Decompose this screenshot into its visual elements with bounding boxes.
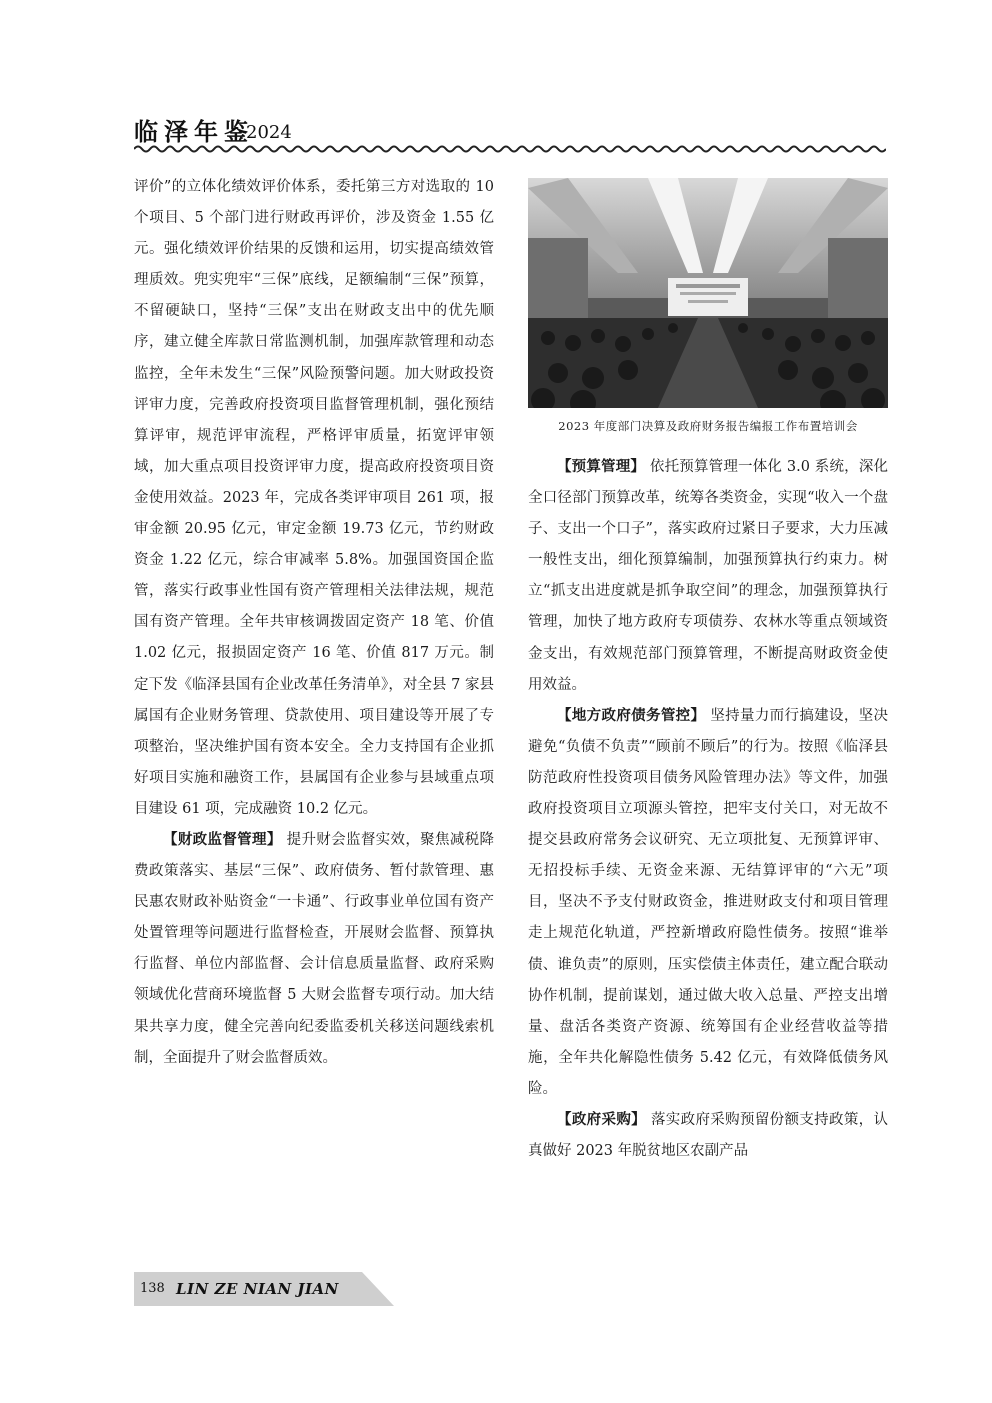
running-title: LIN ZE NIAN JIAN — [176, 1280, 339, 1298]
section-body: 提升财会监督实效，聚焦减税降费政策落实、基层“三保”、政府债务、暂付款管理、惠民惠农财政补贴资金“一卡通”、行政事业单位国有资产处置管理等问题进行监督检查，开展财会监督、预算执行监督、单位内部监督、会计信息质量监督、政府采购领域优化营商环境监督 5 大财会监督专项行动。加大结果共享力度，健全完善向纪委监委机关移送问题线索机制，全面提升了财会监督质效。 — [134, 831, 495, 1066]
right-column — [528, 452, 888, 1167]
section-body: 坚持量力而行搞建设，坚决避免“负债不负责”“顾前不顾后”的行为。按照《临泽县防范政府性投资项目债务风险管理办法》等文件，加强政府投资项目立项源头管控，把牢支付关口，对无故不提交县政府常务会议研究、无立项批复、无预算评审、无招投标手续、无资金来源、无结算评审的“六无”项目，坚决不予支付财政资金，推进财政支付和项目管理走上规范化轨道，严控新增政府隐性债务。按照“谁举债、谁负责”的原则，压实偿债主体责任，建立配合联动协作机制，提前谋划，通过做大收入总量、严控支出增量、盘活各类资产资源、统筹国有企业经营收益等措施，全年共化解隐性债务 5.42 亿元，有效降低债务风险。 — [528, 707, 889, 1097]
photo-caption: 2023 年度部门决算及政府财务报告编报工作布置培训会 — [558, 419, 858, 433]
section-heading: 【地方政府债务管控】 — [557, 707, 706, 724]
page-footer — [134, 1272, 394, 1306]
section-budget-management — [528, 452, 888, 701]
page-header — [134, 118, 886, 158]
section-body: 依托预算管理一体化 3.0 系统，深化全口径部门预算改革，统筹各类资金，实现“收入一个盘子、支出一个口子”，落实政府过紧日子要求，大力压减一般性支出，细化预算编制，加强预算执行约束力。树立“抓支出进度就是抓争取空间”的理念，加强预算执行管理，加快了地方政府专项债券、农林水等重点领域资金支出，有效规范部门预算管理，不断提高财政资金使用效益。 — [528, 459, 889, 693]
left-column — [134, 172, 494, 1074]
section-heading: 【预算管理】 — [557, 459, 646, 475]
page-number: 138 — [140, 1281, 165, 1296]
section-government-procurement — [528, 1105, 888, 1167]
meeting-photo-image — [528, 178, 888, 408]
header-wave-rule — [134, 144, 886, 154]
meeting-photo — [528, 178, 888, 408]
body-paragraph: 评价”的立体化绩效评价体系，委托第三方对选取的 10 个项目、5 个部门进行财政再评价，涉及资金 1.55 亿元。强化绩效评价结果的反馈和运用，切实提高绩效管理质效。兜实兜牢“三保”底线，足额编制“三保”预算，不留硬缺口，坚持“三保”支出在财政支出中的优先顺序，建立健全库款日常监测机制，加强库款管理和动态监控，全年未发生“三保”风险预警问题。加大财政投资评审力度，完善政府投资项目监督管理机制，强化预结算评审，规范评审流程，严格评审质量，拓宽评审领域，加大重点项目投资评审力度，提高政府投资项目资金使用效益。2023 年，完成各类评审项目 261 项，报审金额 20.95 亿元，审定金额 19.73 亿元，节约财政资金 1.22 亿元，综合审减率 5.8%。加强国资国企监管，落实行政事业性国有资产管理相关法律法规，规范国有资产管理。全年共审核调拨固定资产 18 笔、价值 1.02 亿元，报损固定资产 16 笔、价值 817 万元。制定下发《临泽县国有企业改革任务清单》，对全县 7 家县属国有企业财务管理、贷款使用、项目建设等开展了专项整治，坚决维护国有资本安全。全力支持国有企业抓好项目实施和融资工作，县属国有企业参与县域重点项目建设 61 项，完成融资 10.2 亿元。 — [134, 179, 494, 817]
book-title: 临泽年鉴 — [134, 117, 254, 146]
section-debt-control — [528, 701, 888, 1105]
section-body: 落实政府采购预留份额支持政策，认真做好 2023 年脱贫地区农副产品 — [528, 1111, 889, 1160]
section-financial-supervision — [134, 825, 494, 1074]
section-heading: 【财政监督管理】 — [163, 831, 282, 848]
book-year: 2024 — [246, 122, 292, 143]
section-heading: 【政府采购】 — [557, 1111, 647, 1128]
